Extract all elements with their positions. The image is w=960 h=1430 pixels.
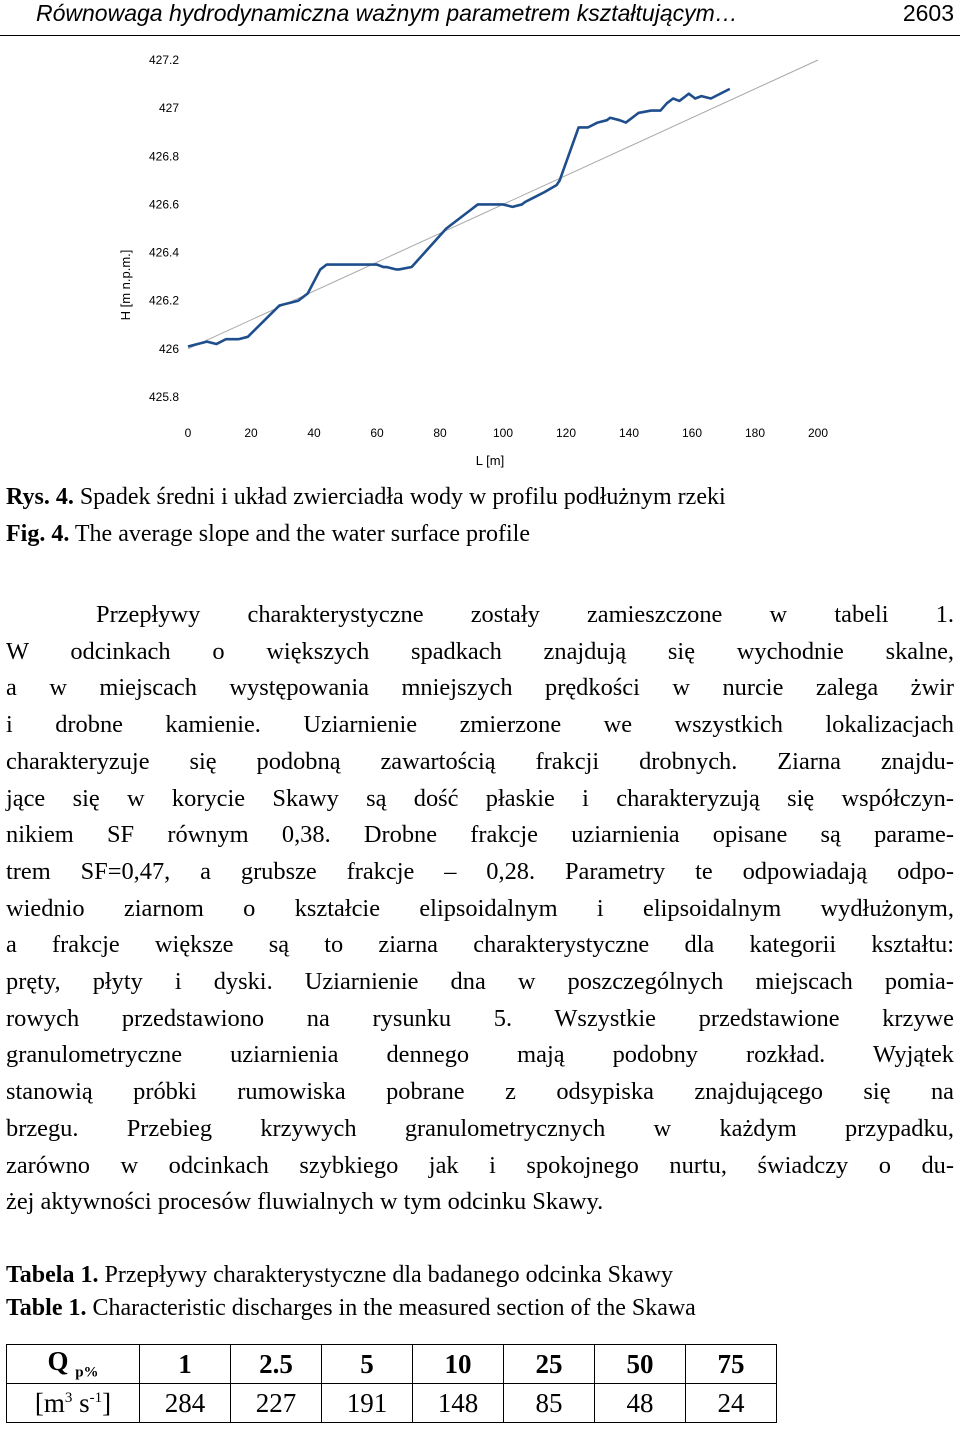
percentage-cell: 2.5 — [231, 1345, 322, 1384]
figure-caption-en — [6, 521, 530, 548]
body-line: trem SF=0,47, a grubsze frakcje – 0,28. Parametry te odpowiadają odpo- — [6, 857, 954, 885]
discharge-cell: 85 — [504, 1384, 595, 1423]
figure-text-pl: Spadek średni i układ zwierciadła wody w profilu podłużnym rzeki — [73, 484, 726, 510]
body-line: wiednio ziarnom o kształcie elipsoidalnym i elipsoidalnym wydłużonym, — [6, 894, 954, 922]
body-line: Przepływy charakterystyczne zostały zamieszczone w tabeli 1. — [96, 601, 954, 628]
y-tick-label: 427 — [158, 101, 179, 116]
discharge-cell: 227 — [231, 1384, 322, 1423]
discharge-cell: 284 — [140, 1384, 231, 1423]
running-title: Równowaga hydrodynamiczna ważnym parametrem kształtującym… — [36, 0, 738, 26]
body-line: charakteryzuje się podobną zawartością frakcji drobnych. Ziarna znajdu- — [6, 747, 954, 775]
y-axis-label: H [m n.p.m.] — [118, 249, 133, 321]
body-line: a frakcje większe są to ziarna charakterystyczne dla kategorii kształtu: — [6, 931, 954, 959]
unit-label-cell: [$m^3$ $s^{-1}$] — [7, 1384, 140, 1423]
water-surface-profile-chart — [0, 40, 960, 480]
figure-text-en: The average slope and the water surface profile — [69, 521, 530, 547]
y-axis-ticks — [149, 53, 179, 404]
body-line: W odcinkach o większych spadkach znajdują się wychodnie skalne, — [6, 637, 954, 665]
percentage-cell: 1 — [140, 1345, 231, 1384]
table-data-row — [7, 1384, 777, 1423]
table-text-en: Characteristic discharges in the measured section of the Skawa — [86, 1295, 696, 1321]
body-line: a w miejscach występowania mniejszych prędkości w nurcie zalega żwir — [6, 674, 954, 702]
body-paragraph — [6, 597, 954, 1221]
x-axis-label: L [m] — [475, 453, 505, 468]
percentage-cell: 25 — [504, 1345, 595, 1384]
percentage-cell: 50 — [595, 1345, 686, 1384]
discharges-table — [6, 1344, 777, 1423]
table-label-en: Table 1. — [6, 1295, 87, 1321]
x-tick-label: 20 — [244, 426, 258, 440]
table-header-row — [7, 1345, 777, 1384]
body-line: i drobne kamienie. Uziarnienie zmierzone we wszystkich lokalizacjach — [6, 711, 954, 739]
y-tick-label: 426.6 — [148, 197, 179, 212]
table-text-pl: Przepływy charakterystyczne dla badanego odcinka Skawy — [98, 1262, 673, 1288]
body-line: nikiem SF równym 0,38. Drobne frakcje uziarnienia opisane są parame- — [6, 821, 954, 849]
body-line: rowych przedstawiono na rysunku 5. Wszystkie przedstawione krzywe — [6, 1004, 954, 1032]
table-caption-en — [6, 1295, 696, 1322]
discharge-cell: 148 — [413, 1384, 504, 1423]
x-tick-label: 200 — [807, 426, 829, 440]
figure-label-en: Fig. 4. — [6, 521, 70, 547]
discharge-cell: 24 — [686, 1384, 777, 1423]
y-tick-label: 426.4 — [148, 245, 179, 260]
y-tick-label: 425.8 — [148, 390, 179, 404]
x-tick-label: 180 — [744, 426, 766, 440]
x-tick-label: 80 — [433, 426, 447, 440]
x-tick-label: 100 — [492, 426, 514, 440]
x-tick-label: 160 — [681, 426, 703, 440]
y-tick-label: 426.8 — [148, 149, 179, 164]
y-tick-label: 426.2 — [148, 293, 179, 308]
x-tick-label: 140 — [618, 426, 640, 440]
probability-label-cell: Q $_{p\%}$ — [7, 1345, 140, 1384]
y-tick-label: 427.2 — [148, 53, 179, 67]
table-caption-pl — [6, 1262, 673, 1289]
x-axis-ticks — [185, 426, 829, 440]
running-header — [0, 0, 960, 36]
body-line: brzegu. Przebieg krzywych granulometrycznych w każdym przypadku, — [6, 1114, 954, 1142]
x-tick-label: 40 — [307, 426, 321, 440]
body-line: jące się w korycie Skawy są dość płaskie i charakteryzują się współczyn- — [6, 784, 954, 812]
body-line: zarówno w odcinkach szybkiego jak i spokojnego nurtu, świadczy o du- — [6, 1151, 954, 1179]
percentage-cell: 75 — [686, 1345, 777, 1384]
water-surface-line — [188, 89, 730, 347]
x-tick-label: 60 — [370, 426, 384, 440]
figure-caption-pl — [6, 484, 726, 511]
page-number: 2603 — [902, 0, 954, 26]
body-line: granulometryczne uziarnienia dennego mają podobny rozkład. Wyjątek — [6, 1041, 954, 1069]
body-line: stanowią próbki rumowiska pobrane z odsypiska znajdującego się na — [6, 1078, 954, 1106]
table-label-pl: Tabela 1. — [6, 1262, 99, 1288]
body-line: pręty, płyty i dyski. Uziarnienie dna w poszczególnych miejscach pomia- — [6, 968, 954, 996]
x-tick-label: 120 — [555, 426, 577, 440]
body-line: żej aktywności procesów fluwialnych w tym odcinku Skawy. — [6, 1188, 604, 1216]
series-layer — [188, 60, 818, 349]
figure-label-pl: Rys. 4. — [6, 484, 74, 510]
percentage-cell: 10 — [413, 1345, 504, 1384]
discharge-cell: 48 — [595, 1384, 686, 1423]
discharge-cell: 191 — [322, 1384, 413, 1423]
y-tick-label: 426 — [158, 341, 179, 356]
x-tick-label: 0 — [184, 426, 192, 440]
percentage-cell: 5 — [322, 1345, 413, 1384]
